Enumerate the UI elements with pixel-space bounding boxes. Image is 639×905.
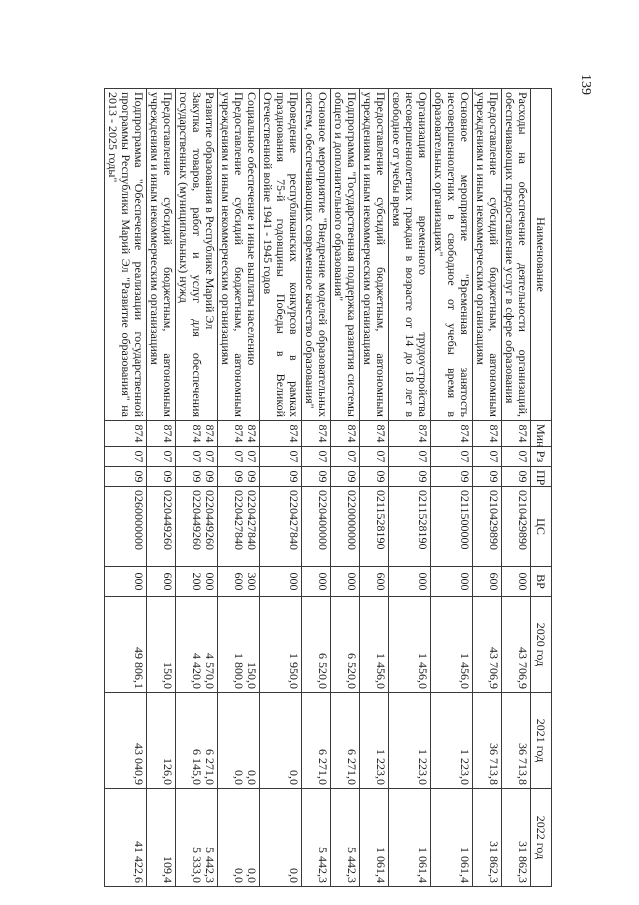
cell-y2022 <box>360 789 389 887</box>
cell-name <box>260 89 302 421</box>
cell-y2021 <box>302 693 331 789</box>
cell-min-text: 874 <box>287 424 301 443</box>
cell-pr-text: 09 <box>203 470 217 483</box>
cell-rz-text: 07 <box>516 450 530 463</box>
cell-y2022 <box>105 789 147 887</box>
cell-min-text: 874 <box>245 424 259 443</box>
header-name: Наименование <box>531 89 552 421</box>
cell-vr-text: 000 <box>345 572 359 591</box>
cell-pr <box>105 467 147 487</box>
cell-y2022-text: 1 061,4 <box>416 847 430 883</box>
header-2020: 2020 год <box>531 597 552 693</box>
cell-min <box>473 421 502 447</box>
cell-y2022 <box>502 789 531 887</box>
cell-min-text: 874 <box>203 424 217 443</box>
cell-vr-text: 600 <box>161 572 175 591</box>
cell-pr-text: 09 <box>458 470 472 483</box>
header-2022: 2022 год <box>531 789 552 887</box>
cell-y2022-text: 41 422,6 <box>132 841 146 883</box>
cell-pr-text: 09 <box>316 470 330 483</box>
cell-cs-text: 0220427840 <box>232 490 246 550</box>
cell-y2022-text: 5 442,3 <box>345 847 359 883</box>
cell-y2020-text: 1 456,0 <box>416 653 430 689</box>
cell-cs-text: 0211528190 <box>374 490 388 550</box>
cell-y2022-text: 1 061,4 <box>458 847 472 883</box>
cell-y2021 <box>502 693 531 789</box>
cell-name-text: Основное мероприятие "Внедрение моделей образовательных систем, обеспечивающих современное качество образования" <box>303 92 330 417</box>
cell-min <box>302 421 331 447</box>
cell-y2021-text: 0,0 <box>287 770 301 785</box>
cell-cs <box>260 487 302 567</box>
table-body <box>105 89 531 887</box>
cell-rz-text: 07 <box>374 450 388 463</box>
cell-name <box>360 89 389 421</box>
cell-min <box>431 421 473 447</box>
rotated-document <box>92 88 552 886</box>
cell-vr <box>260 567 302 597</box>
cell-pr-text: 09 <box>345 470 359 483</box>
cell-min <box>331 421 360 447</box>
cell-y2021 <box>105 693 147 789</box>
cell-pr <box>260 467 302 487</box>
cell-y2021 <box>260 693 302 789</box>
cell-name <box>389 89 431 421</box>
cell-rz-text: 07 <box>190 450 204 463</box>
table-row <box>431 89 473 887</box>
cell-cs <box>502 487 531 567</box>
cell-cs-text: 0220427840 <box>287 490 301 550</box>
cell-cs <box>473 487 502 567</box>
cell-pr <box>360 467 389 487</box>
cell-min-text: 874 <box>516 424 530 443</box>
cell-y2022-text: 5 442,3 <box>203 847 217 883</box>
cell-vr-text: 000 <box>316 572 330 591</box>
header-vr: ВР <box>531 567 552 597</box>
cell-y2021 <box>331 693 360 789</box>
cell-cs-text: 0220449260 <box>190 490 204 550</box>
cell-name <box>105 89 147 421</box>
table-header-row <box>531 89 552 887</box>
cell-name <box>218 89 260 421</box>
cell-min-text: 874 <box>132 424 146 443</box>
cell-y2020-text: 1 456,0 <box>374 653 388 689</box>
header-min: Мин <box>531 421 552 447</box>
cell-vr <box>502 567 531 597</box>
table-row <box>502 89 531 887</box>
cell-y2021 <box>176 693 218 789</box>
table-row <box>331 89 360 887</box>
cell-rz-text: 07 <box>487 450 501 463</box>
cell-min-text: 874 <box>232 424 246 443</box>
cell-y2021 <box>431 693 473 789</box>
cell-rz-text: 07 <box>416 450 430 463</box>
cell-min-text: 874 <box>487 424 501 443</box>
cell-pr-text: 09 <box>190 470 204 483</box>
cell-y2021 <box>473 693 502 789</box>
cell-pr <box>502 467 531 487</box>
cell-y2021-text: 43 040,9 <box>132 743 146 785</box>
cell-y2020-text: 150,0 <box>161 662 175 689</box>
cell-name-text: Подпрограмма "Обеспечение реализации государственной программы Республики Марий Эл "Развитие образования" на 2013 - 2025 годы" <box>106 92 146 417</box>
cell-rz <box>105 447 147 467</box>
cell-y2021-text: 1 223,0 <box>458 749 472 785</box>
cell-y2022 <box>331 789 360 887</box>
cell-min <box>260 421 302 447</box>
cell-vr <box>473 567 502 597</box>
cell-vr <box>431 567 473 597</box>
cell-pr-text: 09 <box>416 470 430 483</box>
cell-cs-text: 0210429890 <box>487 490 501 550</box>
cell-rz <box>260 447 302 467</box>
cell-pr-text: 09 <box>287 470 301 483</box>
budget-table <box>104 88 552 887</box>
cell-rz-text: 07 <box>161 450 175 463</box>
cell-name-text: Предоставление субсидий бюджетным, автономным учреждениям и иным некоммерческим организациям <box>361 92 388 417</box>
table-row <box>105 89 147 887</box>
cell-cs-text: 0211528190 <box>416 490 430 550</box>
cell-rz-text: 07 <box>203 450 217 463</box>
cell-y2021-text: 6 145,0 <box>190 749 204 785</box>
cell-vr-text: 000 <box>287 572 301 591</box>
cell-name-text: Предоставление субсидий бюджетным, автономным учреждениям и иным некоммерческим организациям <box>219 92 246 417</box>
cell-y2020 <box>176 597 218 693</box>
cell-rz-text: 07 <box>232 450 246 463</box>
cell-rz-text: 07 <box>245 450 259 463</box>
cell-vr <box>389 567 431 597</box>
table-row <box>218 89 260 887</box>
cell-y2022-text: 0,0 <box>245 868 259 883</box>
cell-name <box>147 89 176 421</box>
table-row <box>389 89 431 887</box>
cell-vr-text: 000 <box>516 572 530 591</box>
cell-pr-text: 09 <box>232 470 246 483</box>
cell-vr-text: 600 <box>232 572 246 591</box>
cell-name-text: Закупка товаров, работ и услуг для обеспечения государственных (муниципальных) нужд <box>177 92 204 417</box>
cell-y2020 <box>473 597 502 693</box>
cell-vr-text: 000 <box>203 572 217 591</box>
cell-y2021-text: 1 223,0 <box>416 749 430 785</box>
cell-min-text: 874 <box>345 424 359 443</box>
cell-rz <box>331 447 360 467</box>
cell-y2020-text: 43 706,9 <box>487 647 501 689</box>
cell-rz-text: 07 <box>316 450 330 463</box>
cell-vr-text: 000 <box>132 572 146 591</box>
cell-y2022 <box>431 789 473 887</box>
cell-cs-text: 0220427840 <box>245 490 259 550</box>
cell-pr <box>147 467 176 487</box>
cell-pr <box>218 467 260 487</box>
cell-cs <box>389 487 431 567</box>
cell-min <box>389 421 431 447</box>
table-row <box>147 89 176 887</box>
cell-y2022 <box>260 789 302 887</box>
cell-y2022 <box>176 789 218 887</box>
cell-y2020-text: 1 800,0 <box>232 653 246 689</box>
cell-y2020 <box>389 597 431 693</box>
cell-y2021 <box>360 693 389 789</box>
cell-y2020 <box>431 597 473 693</box>
cell-pr-text: 09 <box>374 470 388 483</box>
cell-y2020-text: 1 950,0 <box>287 653 301 689</box>
cell-pr <box>473 467 502 487</box>
cell-y2020-text: 6 520,0 <box>345 653 359 689</box>
cell-rz <box>431 447 473 467</box>
cell-pr <box>389 467 431 487</box>
header-rz: Рз <box>531 447 552 467</box>
cell-cs <box>431 487 473 567</box>
cell-name <box>302 89 331 421</box>
cell-cs-text: 0220449260 <box>161 490 175 550</box>
cell-y2022-text: 109,4 <box>161 856 175 883</box>
cell-rz <box>360 447 389 467</box>
cell-name <box>431 89 473 421</box>
table-row <box>302 89 331 887</box>
cell-vr-text: 200 <box>190 572 204 591</box>
cell-cs-text: 0211500000 <box>458 490 472 550</box>
cell-y2021 <box>218 693 260 789</box>
header-pr: ПР <box>531 467 552 487</box>
cell-rz-text: 07 <box>132 450 146 463</box>
cell-y2020-text: 1 456,0 <box>458 653 472 689</box>
table-row <box>360 89 389 887</box>
cell-name <box>176 89 218 421</box>
cell-cs <box>147 487 176 567</box>
cell-name <box>473 89 502 421</box>
cell-min <box>502 421 531 447</box>
cell-y2021-text: 0,0 <box>232 770 246 785</box>
cell-cs <box>302 487 331 567</box>
cell-name-text: Социальное обеспечение и иные выплаты населению <box>245 92 259 366</box>
cell-name-text: Проведение республиканских конкурсов в рамках празднования 75-й годовщины Победы в Великой Отечественной войне 1941 - 1945 годов <box>261 92 301 417</box>
cell-cs-text: 0220400000 <box>316 490 330 550</box>
cell-name-text: Предоставление субсидий бюджетным, автономным учреждениям и иным некоммерческим организациям <box>148 92 175 417</box>
cell-cs <box>360 487 389 567</box>
cell-cs-text: 0220449260 <box>203 490 217 550</box>
cell-min <box>218 421 260 447</box>
cell-y2022-text: 0,0 <box>287 868 301 883</box>
cell-name-text: Основное мероприятие "Временная занятость несовершеннолетних в свободное от учебы время в образовательных организациях" <box>432 92 472 417</box>
cell-min-text: 874 <box>190 424 204 443</box>
header-cs: ЦС <box>531 487 552 567</box>
cell-y2020-text: 43 706,9 <box>516 647 530 689</box>
cell-y2021-text: 6 271,0 <box>316 749 330 785</box>
cell-y2022-text: 5 442,3 <box>316 847 330 883</box>
cell-y2020-text: 6 520,0 <box>316 653 330 689</box>
cell-y2021-text: 0,0 <box>245 770 259 785</box>
cell-cs <box>331 487 360 567</box>
cell-name-text: Расходы на обеспечение деятельности организаций, обеспечивающих предоставление услуг в сфере образования <box>503 92 530 417</box>
cell-y2020-text: 4 420,0 <box>190 653 204 689</box>
cell-rz <box>302 447 331 467</box>
cell-rz <box>218 447 260 467</box>
cell-min <box>105 421 147 447</box>
cell-min <box>176 421 218 447</box>
cell-rz <box>473 447 502 467</box>
cell-y2020 <box>147 597 176 693</box>
cell-pr <box>176 467 218 487</box>
cell-cs-text: 0210429890 <box>516 490 530 550</box>
cell-y2021-text: 1 223,0 <box>374 749 388 785</box>
cell-pr-text: 09 <box>516 470 530 483</box>
cell-y2022 <box>302 789 331 887</box>
cell-min-text: 874 <box>316 424 330 443</box>
cell-y2020-text: 4 570,0 <box>203 653 217 689</box>
cell-vr <box>105 567 147 597</box>
cell-y2022-text: 1 061,4 <box>374 847 388 883</box>
cell-y2020 <box>302 597 331 693</box>
cell-pr-text: 09 <box>161 470 175 483</box>
cell-vr <box>218 567 260 597</box>
cell-y2022-text: 31 862,3 <box>487 841 501 883</box>
cell-pr-text: 09 <box>132 470 146 483</box>
cell-vr-text: 000 <box>416 572 430 591</box>
cell-name <box>331 89 360 421</box>
header-2021: 2021 год <box>531 693 552 789</box>
cell-cs-text: 0260000000 <box>132 490 146 550</box>
cell-y2021 <box>147 693 176 789</box>
table-row <box>473 89 502 887</box>
cell-name-text: Развитие образования в Республике Марий Эл <box>203 92 217 330</box>
table-row <box>260 89 302 887</box>
cell-pr <box>431 467 473 487</box>
cell-min-text: 874 <box>458 424 472 443</box>
cell-pr-text: 09 <box>487 470 501 483</box>
cell-y2021-text: 36 713,8 <box>516 743 530 785</box>
cell-pr <box>302 467 331 487</box>
cell-y2022 <box>218 789 260 887</box>
cell-y2022 <box>389 789 431 887</box>
cell-y2022-text: 31 862,3 <box>516 841 530 883</box>
cell-vr-text: 600 <box>487 572 501 591</box>
cell-min <box>360 421 389 447</box>
cell-vr <box>147 567 176 597</box>
cell-rz-text: 07 <box>345 450 359 463</box>
page-number: 139 <box>578 74 593 95</box>
cell-y2021 <box>389 693 431 789</box>
cell-vr-text: 000 <box>458 572 472 591</box>
cell-y2021-text: 6 271,0 <box>345 749 359 785</box>
cell-name-text: Подпрограмма "Государственная поддержка развития системы общего и дополнительного образования" <box>332 92 359 417</box>
cell-rz-text: 07 <box>287 450 301 463</box>
cell-min <box>147 421 176 447</box>
cell-cs <box>105 487 147 567</box>
cell-cs <box>176 487 218 567</box>
cell-name-text: Организация временного трудоустройства несовершеннолетних граждан в возрасте от 14 до 18 лет в свободное от учебы время <box>390 92 430 417</box>
cell-min-text: 874 <box>374 424 388 443</box>
cell-y2020 <box>218 597 260 693</box>
cell-vr <box>302 567 331 597</box>
cell-vr <box>176 567 218 597</box>
cell-cs-text: 0220000000 <box>345 490 359 550</box>
cell-vr-text: 300 <box>245 572 259 591</box>
cell-y2021-text: 6 271,0 <box>203 749 217 785</box>
cell-rz <box>176 447 218 467</box>
cell-vr <box>331 567 360 597</box>
cell-min-text: 874 <box>416 424 430 443</box>
cell-y2020 <box>360 597 389 693</box>
cell-y2020 <box>331 597 360 693</box>
cell-y2021-text: 126,0 <box>161 758 175 785</box>
cell-y2020 <box>105 597 147 693</box>
cell-vr <box>360 567 389 597</box>
cell-vr-text: 600 <box>374 572 388 591</box>
cell-y2022-text: 0,0 <box>232 868 246 883</box>
cell-name <box>502 89 531 421</box>
cell-y2022 <box>473 789 502 887</box>
cell-rz <box>389 447 431 467</box>
cell-cs <box>218 487 260 567</box>
cell-y2020-text: 49 806,1 <box>132 647 146 689</box>
cell-y2020-text: 150,0 <box>245 662 259 689</box>
cell-y2022-text: 5 333,0 <box>190 847 204 883</box>
cell-pr <box>331 467 360 487</box>
cell-name-text: Предоставление субсидий бюджетным, автономным учреждениям и иным некоммерческим организациям <box>474 92 501 417</box>
cell-y2020 <box>260 597 302 693</box>
cell-pr-text: 09 <box>245 470 259 483</box>
cell-rz-text: 07 <box>458 450 472 463</box>
cell-rz <box>147 447 176 467</box>
cell-y2020 <box>502 597 531 693</box>
cell-y2022 <box>147 789 176 887</box>
table-row <box>176 89 218 887</box>
cell-rz <box>502 447 531 467</box>
cell-y2021-text: 36 713,8 <box>487 743 501 785</box>
cell-min-text: 874 <box>161 424 175 443</box>
